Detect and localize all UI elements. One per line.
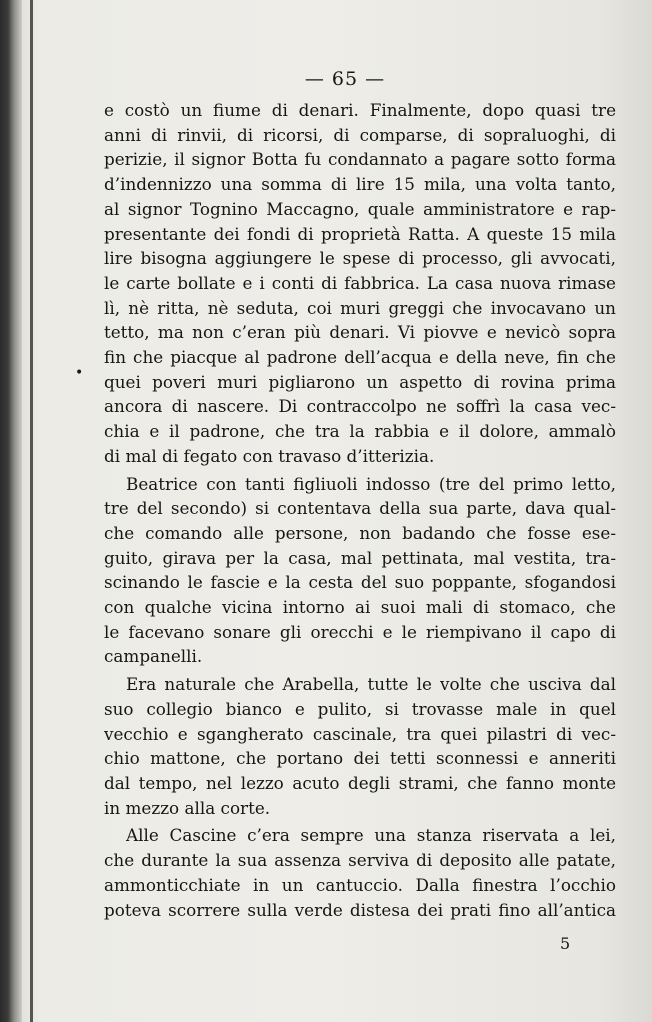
text-line: d’indennizzo una somma di lire 15 mila, una volta tanto, — [104, 174, 616, 195]
signature-mark: 5 — [560, 934, 571, 953]
text-line: fin che piacque al padrone dell’acqua e della neve, fin che — [104, 347, 616, 368]
text-line: le carte bollate e i conti di fabbrica. La casa nuova rimase — [104, 272, 616, 293]
binding-shadow — [0, 0, 22, 1022]
text-line: lì, nè ritta, nè seduta, coi muri greggi che invocavano un — [104, 297, 616, 318]
text-line: chio mattone, che portano dei tetti sconnessi e anneriti — [104, 748, 616, 769]
text-line: in mezzo alla corte. — [104, 797, 271, 818]
text-line: poteva scorrere sulla verde distesa dei prati fino all’antica — [104, 899, 616, 920]
text-line: Beatrice con tanti figliuoli indosso (tre del primo letto, — [126, 473, 616, 494]
text-line: chia e il padrone, che tra la rabbia e il dolore, ammalò — [104, 421, 616, 442]
paragraph-4 — [104, 823, 616, 922]
text-line: e costò un fiume di denari. Finalmente, dopo quasi tre — [104, 100, 616, 120]
text-line: vecchio e sgangherato cascinale, tra quei pilastri di vec- — [104, 723, 616, 744]
paragraph-1 — [104, 98, 616, 469]
text-line: perizie, il signor Botta fu condannato a pagare sotto forma — [104, 149, 616, 170]
text-line: che durante la sua assenza serviva di deposito alle patate, — [104, 850, 616, 871]
text-line: di mal di fegato con travaso d’itterizia. — [104, 445, 435, 466]
text-line: presentante dei fondi di proprietà Ratta. A queste 15 mila — [104, 223, 616, 244]
text-line: ammonticchiate in un cantuccio. Dalla finestra l’occhio — [104, 874, 616, 895]
paragraph-3 — [104, 672, 616, 820]
text-line: suo collegio bianco e pulito, si trovasse male in quel — [104, 698, 616, 719]
text-line: ancora di nascere. Di contraccolpo ne soffrì la casa vec- — [104, 396, 616, 417]
text-line: con qualche vicina intorno ai suoi mali di stomaco, che — [104, 597, 616, 618]
text-line: le facevano sonare gli orecchi e le riempivano il capo di — [104, 621, 616, 642]
binding-line — [30, 0, 33, 1022]
paragraph-2 — [104, 472, 616, 670]
margin-mark: • — [75, 365, 84, 381]
text-line: scinando le fascie e la cesta del suo poppante, sfogandosi — [104, 572, 616, 593]
text-line: tre del secondo) si contentava della sua parte, dava qual- — [104, 498, 616, 519]
text-line: al signor Tognino Maccagno, quale amministratore e rap- — [104, 198, 616, 219]
text-line: Alle Cascine c’era sempre una stanza riservata a lei, — [126, 825, 616, 846]
text-line: lire bisogna aggiungere le spese di processo, gli avvocati, — [104, 248, 616, 269]
text-line: tetto, ma non c’eran più denari. Vi piovve e nevicò sopra — [104, 322, 616, 343]
text-line: Era naturale che Arabella, tutte le volte che usciva dal — [126, 674, 616, 695]
text-line: guito, girava per la casa, mal pettinata, mal vestita, tra- — [104, 547, 616, 568]
text-line: dal tempo, nel lezzo acuto degli strami, che fanno monte — [104, 772, 616, 793]
page-number: — 65 — — [304, 68, 386, 90]
text-line: quei poveri muri pigliarono un aspetto di rovina prima — [104, 371, 616, 392]
body-text — [104, 98, 616, 925]
text-line: che comando alle persone, non badando che fosse ese- — [104, 522, 616, 543]
text-line: campanelli. — [104, 646, 203, 667]
text-line: anni di rinvii, di ricorsi, di comparse, di sopraluoghi, di — [104, 124, 616, 145]
